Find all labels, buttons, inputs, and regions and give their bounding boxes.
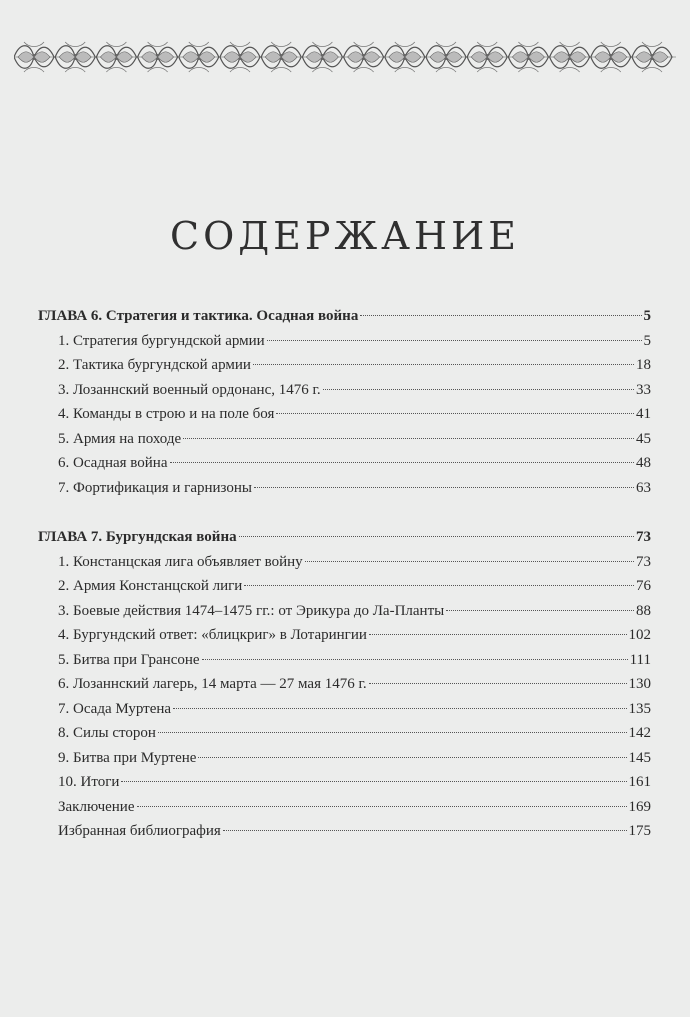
toc-page-number: 175: [628, 823, 651, 839]
toc-label: 2. Тактика бургундской армии: [58, 357, 251, 373]
toc-leader-dots: [183, 438, 634, 439]
ornament-motif: [179, 42, 219, 72]
toc-entry: [38, 353, 651, 378]
toc-entry: [38, 550, 651, 575]
toc-entry: [38, 599, 651, 624]
toc-label: 9. Битва при Муртене: [58, 749, 197, 766]
ornament-motif: [261, 42, 301, 72]
toc-chapter-heading: [38, 304, 651, 329]
toc-page-number: 142: [628, 725, 651, 741]
ornament-motif: [302, 42, 342, 72]
toc-label: 8. Силы сторон: [58, 725, 156, 741]
ornament-motif: [550, 42, 590, 72]
toc-page-number: 88: [636, 602, 651, 619]
section-spacer: [38, 500, 651, 525]
toc-label: 4. Команды в строю и на поле боя: [58, 406, 275, 422]
toc-label: ГЛАВА 7. Бургундская война: [38, 529, 237, 545]
toc-label: Избранная библиография: [58, 823, 221, 839]
toc-page-number: 169: [628, 798, 651, 815]
toc-label: 2. Армия Констанцской лиги: [58, 578, 243, 594]
toc-chapter-heading: [38, 525, 651, 550]
toc-leader-dots: [254, 487, 634, 488]
toc-entry: [38, 427, 651, 452]
toc-page-number: 73: [636, 529, 651, 545]
toc-entry: [38, 648, 651, 673]
toc-label: 1. Стратегия бургундской армии: [58, 332, 265, 349]
ornament-motif: [385, 42, 425, 72]
toc-page-number: 5: [643, 332, 651, 349]
toc-leader-dots: [173, 708, 626, 709]
ornament-motif: [344, 42, 384, 72]
toc-leader-dots: [369, 683, 627, 684]
ornament-motif: [591, 42, 631, 72]
decorative-ornament-border: [14, 38, 676, 76]
toc-leader-dots: [276, 413, 634, 414]
toc-page-number: 76: [636, 578, 651, 594]
toc-entry: [38, 378, 651, 403]
toc-entry: [38, 795, 651, 820]
toc-leader-dots: [121, 781, 626, 782]
toc-leader-dots: [253, 364, 634, 365]
toc-leader-dots: [198, 757, 626, 758]
table-of-contents: [38, 304, 651, 844]
toc-entry: [38, 819, 651, 844]
toc-page-number: 18: [636, 357, 651, 373]
toc-entry: [38, 697, 651, 722]
toc-label: ГЛАВА 6. Стратегия и тактика. Осадная война: [38, 308, 359, 324]
toc-page-number: 130: [628, 676, 651, 692]
toc-label: 3. Боевые действия 1474–1475 гг.: от Эрикура до Ла-Планты: [58, 602, 445, 619]
toc-label: 3. Лозаннский военный ордонанс, 1476 г.: [58, 381, 321, 398]
ornament-motif: [426, 42, 466, 72]
ornament-motif: [55, 42, 95, 72]
toc-page-number: 161: [628, 774, 651, 790]
toc-label: 10. Итоги: [58, 774, 120, 790]
toc-page-number: 45: [636, 430, 651, 447]
toc-leader-dots: [239, 536, 634, 537]
toc-page-number: 33: [636, 381, 651, 398]
toc-leader-dots: [223, 830, 627, 831]
toc-leader-dots: [369, 634, 627, 635]
toc-label: 7. Осада Муртена: [58, 700, 172, 717]
toc-leader-dots: [202, 659, 628, 660]
toc-page-number: 63: [636, 479, 651, 496]
toc-page-number: 48: [636, 455, 651, 471]
page-title: СОДЕРЖАНИЕ: [170, 214, 520, 258]
toc-label: 6. Осадная война: [58, 455, 168, 471]
toc-label: Заключение: [58, 798, 135, 815]
toc-leader-dots: [323, 389, 634, 390]
toc-leader-dots: [446, 610, 634, 611]
toc-entry: [38, 623, 651, 648]
ornament-motif: [220, 42, 260, 72]
toc-entry: [38, 329, 651, 354]
toc-label: 1. Констанцская лига объявляет войну: [58, 553, 303, 570]
toc-page-number: 102: [628, 627, 651, 643]
toc-leader-dots: [360, 315, 641, 316]
toc-label: 6. Лозаннский лагерь, 14 марта — 27 мая 1476 г.: [58, 676, 367, 692]
ornament-motif: [508, 42, 548, 72]
ornament-motif: [96, 42, 136, 72]
ornament-motif: [138, 42, 178, 72]
toc-label: 4. Бургундский ответ: «блицкриг» в Лотарингии: [58, 627, 367, 643]
toc-entry: [38, 770, 651, 795]
toc-page-number: 145: [628, 749, 651, 766]
toc-leader-dots: [170, 462, 635, 463]
toc-label: 5. Битва при Грансоне: [58, 651, 200, 668]
toc-page-number: 111: [629, 651, 651, 668]
toc-entry: [38, 402, 651, 427]
ornament-motif: [632, 42, 672, 72]
ornament-motif: [467, 42, 507, 72]
toc-leader-dots: [158, 732, 627, 733]
toc-label: 5. Армия на походе: [58, 430, 182, 447]
toc-entry: [38, 476, 651, 501]
toc-entry: [38, 721, 651, 746]
toc-leader-dots: [137, 806, 627, 807]
toc-page-number: 41: [636, 406, 651, 422]
ornament-motif: [14, 42, 54, 72]
toc-label: 7. Фортификация и гарнизоны: [58, 479, 252, 496]
toc-entry: [38, 746, 651, 771]
toc-leader-dots: [267, 340, 642, 341]
toc-leader-dots: [305, 561, 634, 562]
toc-entry: [38, 672, 651, 697]
toc-page-number: 73: [636, 553, 651, 570]
toc-page-number: 5: [643, 308, 651, 324]
toc-entry: [38, 451, 651, 476]
toc-entry: [38, 574, 651, 599]
toc-page-number: 135: [628, 700, 651, 717]
toc-leader-dots: [244, 585, 634, 586]
